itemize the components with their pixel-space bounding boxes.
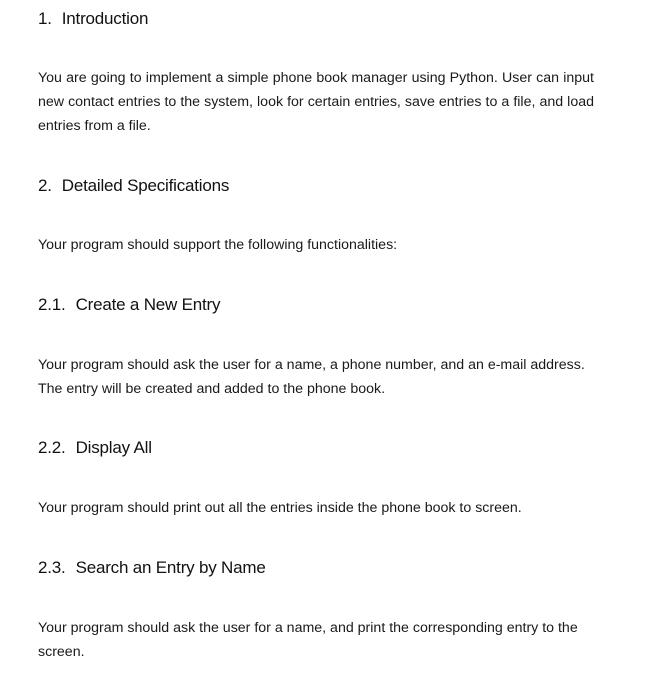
section-title: Introduction xyxy=(61,9,149,28)
section-heading-detailed-specifications xyxy=(38,175,229,197)
section-body-detailed-specifications: Your program should support the following functionalities: xyxy=(38,237,398,253)
section-number: 2. xyxy=(38,176,52,195)
section-heading-search-entry-by-name xyxy=(38,557,266,579)
section-title: Display All xyxy=(75,438,152,457)
section-title: Detailed Specifications xyxy=(61,176,230,195)
section-heading-display-all xyxy=(38,437,152,459)
section-body-create-new-entry: Your program should ask the user for a name, a phone number, and an e-mail address. The entry will be created and added to the phone book. xyxy=(38,357,585,397)
section-heading-create-new-entry xyxy=(38,294,220,316)
section-body-display-all: Your program should print out all the entries inside the phone book to screen. xyxy=(38,500,522,516)
section-number: 1. xyxy=(38,9,52,28)
section-number: 2.2. xyxy=(38,438,66,457)
section-heading-introduction xyxy=(38,8,148,30)
section-body-search-entry-by-name: Your program should ask the user for a name, and print the corresponding entry to the screen. xyxy=(38,620,578,660)
section-number: 2.1. xyxy=(38,295,66,314)
section-number: 2.3. xyxy=(38,558,66,577)
section-body-introduction: You are going to implement a simple phone book manager using Python. User can input new contact entries to the system, look for certain entries, save entries to a file, and load entries from a file. xyxy=(38,70,594,134)
section-title: Create a New Entry xyxy=(75,295,221,314)
section-title: Search an Entry by Name xyxy=(75,558,266,577)
